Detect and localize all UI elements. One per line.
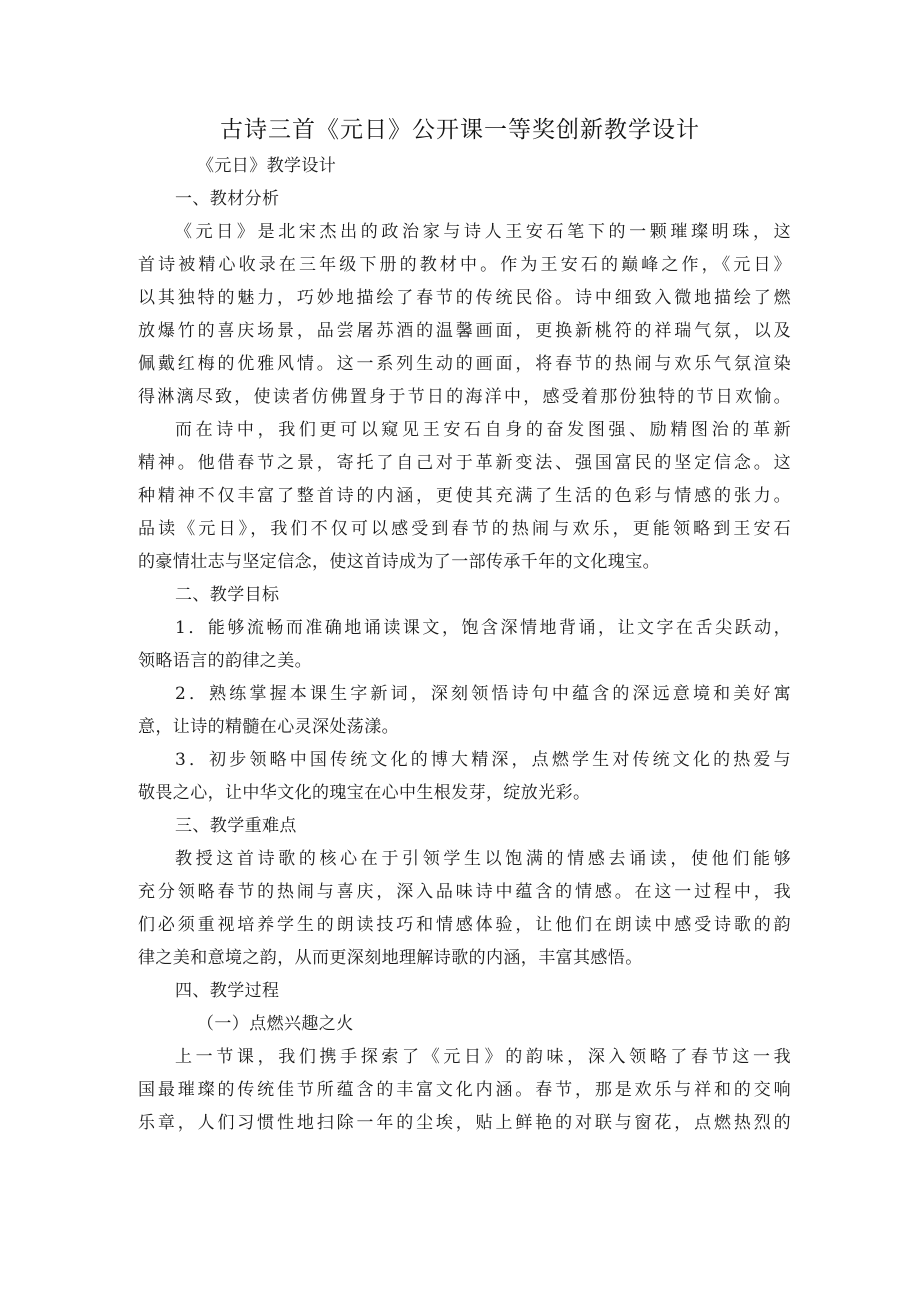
paragraph-line: 乐章，人们习惯性地扫除一年的尘埃，贴上鲜艳的对联与窗花，点燃热烈的 bbox=[138, 1113, 791, 1133]
section-heading-4: 四、教学过程 bbox=[175, 981, 280, 1001]
paragraph-line: 律之美和意境之韵，从而更深刻地理解诗歌的内涵，丰富其感悟。 bbox=[138, 948, 643, 968]
paragraph-line: 佩戴红梅的优雅风情。这一系列生动的画面，将春节的热闹与欢乐气氛渲染 bbox=[138, 354, 791, 374]
section-heading-1: 一、教材分析 bbox=[175, 189, 280, 209]
paragraph-line: 教授这首诗歌的核心在于引领学生以饱满的情感去诵读，使他们能够 bbox=[175, 849, 791, 869]
paragraph-line: 上一节课，我们携手探索了《元日》的韵味，深入领略了春节这一我 bbox=[175, 1047, 791, 1067]
paragraph-line: 精神。他借春节之景，寄托了自己对于革新变法、强国富民的坚定信念。这 bbox=[138, 453, 791, 473]
goal-item-3: 3．初步领略中国传统文化的博大精深，点燃学生对传统文化的热爱与 bbox=[175, 750, 791, 770]
subsection-heading-1: （一）点燃兴趣之火 bbox=[197, 1014, 354, 1034]
paragraph-line: 得淋漓尽致，使读者仿佛置身于节日的海洋中，感受着那份独特的节日欢愉。 bbox=[138, 387, 791, 407]
paragraph-line: 国最璀璨的传统佳节所蕴含的丰富文化内涵。春节，那是欢乐与祥和的交响 bbox=[138, 1080, 791, 1100]
paragraph-line: 充分领略春节的热闹与喜庆，深入品味诗中蕴含的情感。在这一过程中，我 bbox=[138, 882, 791, 902]
goal-item-2: 2．熟练掌握本课生字新词，深刻领悟诗句中蕴含的深远意境和美好寓 bbox=[175, 684, 791, 704]
paragraph-line: 种精神不仅丰富了整首诗的内涵，更使其充满了生活的色彩与情感的张力。 bbox=[138, 486, 791, 506]
paragraph-line: 而在诗中，我们更可以窥见王安石自身的奋发图强、励精图治的革新 bbox=[175, 420, 791, 440]
goal-item-2-cont: 意，让诗的精髓在心灵深处荡漾。 bbox=[138, 717, 399, 737]
paragraph-line: 们必须重视培养学生的朗读技巧和情感体验，让他们在朗读中感受诗歌的韵 bbox=[138, 915, 791, 935]
paragraph-line: 放爆竹的喜庆场景，品尝屠苏酒的温馨画面，更换新桃符的祥瑞气氛，以及 bbox=[138, 321, 791, 341]
goal-item-1: 1．能够流畅而准确地诵读课文，饱含深情地背诵，让文字在舌尖跃动， bbox=[175, 618, 791, 638]
paragraph-line: 以其独特的魅力，巧妙地描绘了春节的传统民俗。诗中细致入微地描绘了燃 bbox=[138, 288, 791, 308]
goal-item-3-cont: 敬畏之心，让中华文化的瑰宝在心中生根发芽，绽放光彩。 bbox=[138, 783, 591, 803]
paragraph-line: 《元日》是北宋杰出的政治家与诗人王安石笔下的一颗璀璨明珠，这 bbox=[175, 222, 791, 242]
section-heading-2: 二、教学目标 bbox=[175, 585, 280, 605]
paragraph-line: 的豪情壮志与坚定信念，使这首诗成为了一部传承千年的文化瑰宝。 bbox=[138, 552, 660, 572]
goal-item-1-cont: 领略语言的韵律之美。 bbox=[138, 651, 312, 671]
section-heading-3: 三、教学重难点 bbox=[175, 816, 297, 836]
paragraph-line: 首诗被精心收录在三年级下册的教材中。作为王安石的巅峰之作，《元日》 bbox=[138, 255, 791, 275]
paragraph-line: 品读《元日》，我们不仅可以感受到春节的热闹与欢乐，更能领略到王安石 bbox=[138, 519, 791, 539]
subtitle: 《元日》教学设计 bbox=[197, 156, 337, 176]
document-title: 古诗三首《元日》公开课一等奖创新教学设计 bbox=[220, 117, 700, 143]
